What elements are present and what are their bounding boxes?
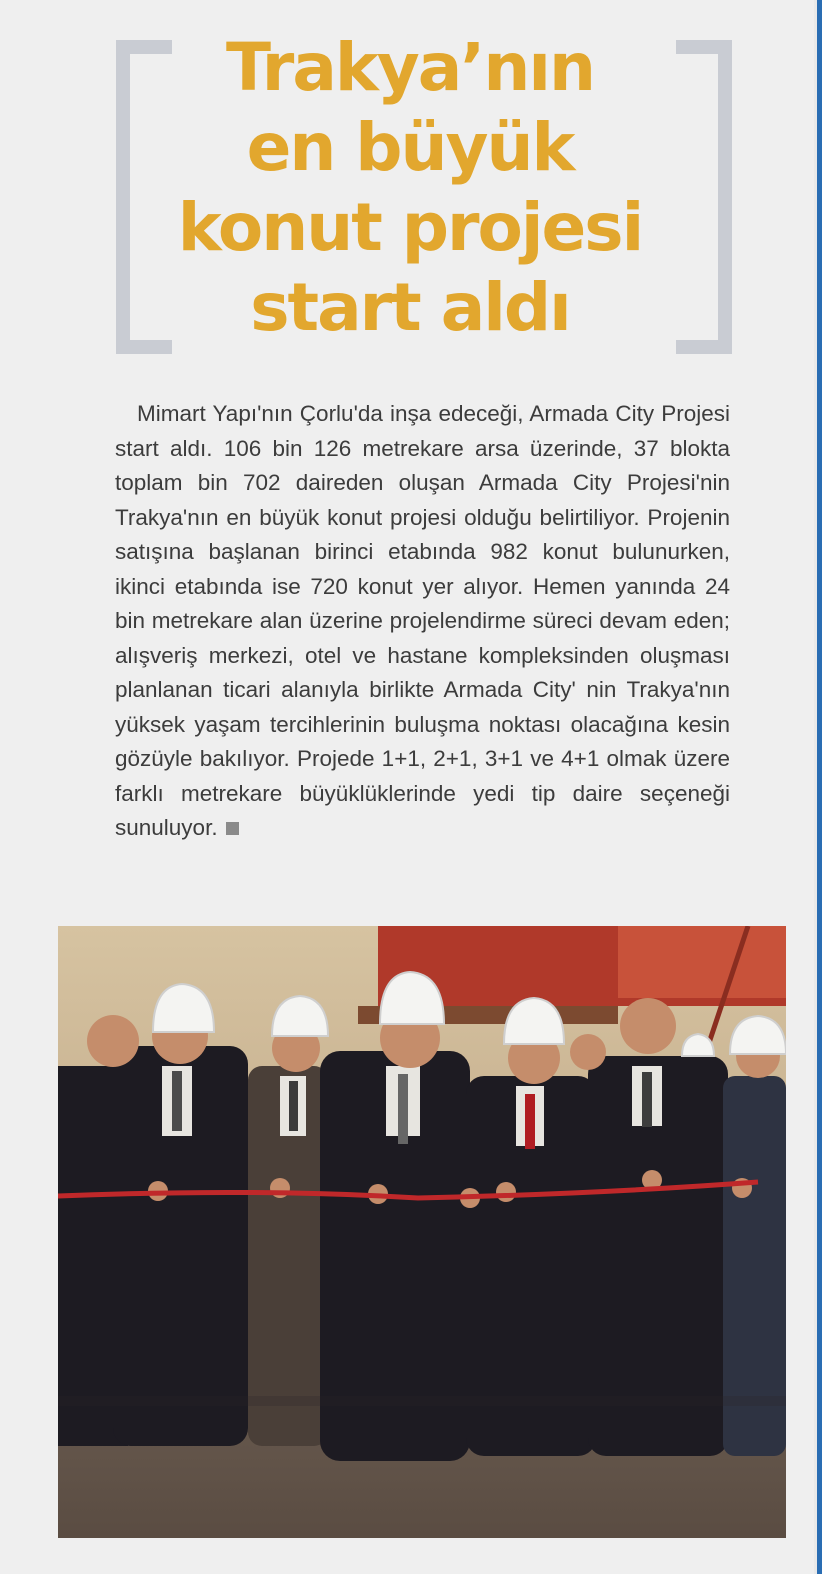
title-line-3: konut projesi — [177, 189, 643, 266]
right-bracket — [676, 40, 732, 354]
title-line-2: en büyük — [246, 109, 574, 186]
article-body — [115, 397, 730, 846]
title-line-1: Trakya’nın — [226, 29, 594, 106]
page-edge — [817, 0, 822, 1574]
article-text: Mimart Yapı'nın Çorlu'da inşa edeceği, Armada City Projesi start aldı. 106 bin 126 metrekare arsa üzerinde, 37 blokta toplam bin 702 daireden oluşan Armada City Projesi'nin Trakya'nın en büyük konut projesi olduğu belirtiliyor. Projenin satışına başlanan birinci etabında 982 konut bulunurken, ikinci etabında ise 720 konut yer alıyor. Hemen yanında 24 bin metrekare alan üzerine projelendirme süreci devam eden; alışveriş merkezi, otel ve hastane kompleksinden oluşması planlanan ticari alanıyla birlikte Armada City' nin Trakya'nın yüksek yaşam tercihlerinin buluşma noktası olacağına kesin gözüyle bakılıyor. Projede 1+1, 2+1, 3+1 ve 4+1 olmak üzere farklı metrekare büyüklüklerinde yedi tip daire seçeneği sunuluyor. — [115, 401, 730, 840]
end-mark-icon — [226, 822, 239, 835]
ceremony-photo — [58, 926, 786, 1538]
article-title — [150, 28, 670, 348]
title-line-4: start aldı — [250, 269, 570, 346]
